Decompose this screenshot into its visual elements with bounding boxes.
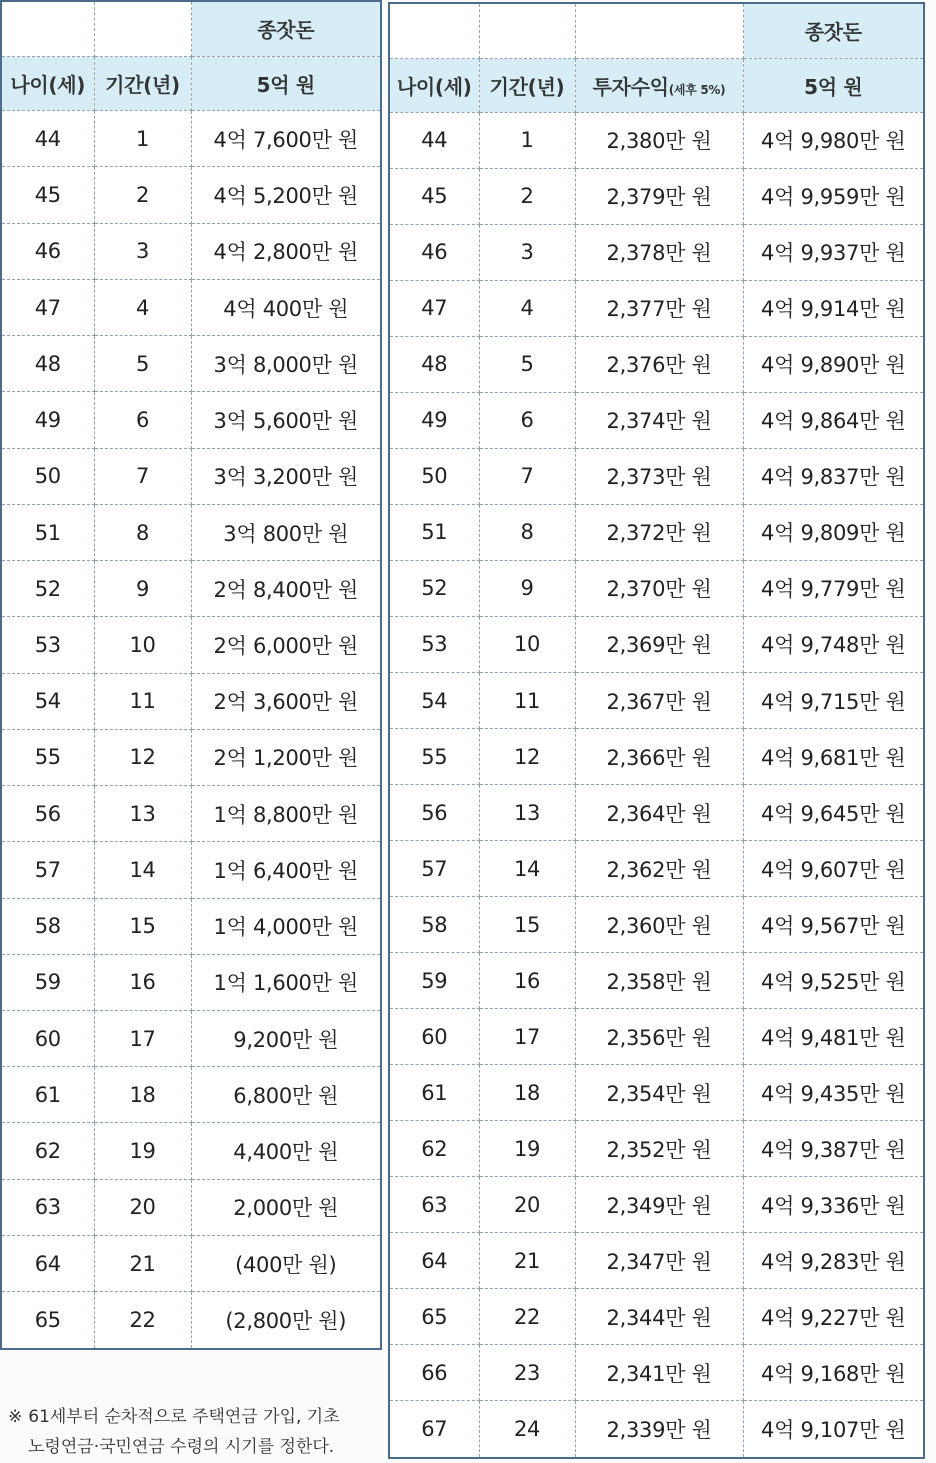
- period-cell: 21: [479, 1233, 575, 1289]
- amount-cell: 4억 9,980만 원: [743, 112, 924, 168]
- return-cell: 2,354만 원: [575, 1065, 743, 1121]
- amount-cell: 4억 9,837만 원: [743, 448, 924, 504]
- period-cell: 15: [479, 897, 575, 953]
- amount-cell: 3억 3,200만 원: [191, 448, 381, 504]
- table-row: [1, 1067, 381, 1123]
- amount-cell: 4억 9,748만 원: [743, 616, 924, 672]
- period-cell: 20: [94, 1179, 191, 1235]
- period-cell: 20: [479, 1177, 575, 1233]
- amount-cell: 4억 9,645만 원: [743, 785, 924, 841]
- return-cell: 2,366만 원: [575, 729, 743, 785]
- period-cell: 4: [94, 279, 191, 335]
- age-cell: 58: [1, 898, 94, 954]
- period-cell: 19: [94, 1123, 191, 1179]
- amount-cell: 4억 9,607만 원: [743, 841, 924, 897]
- period-cell: 17: [479, 1009, 575, 1065]
- left-group-header-row: [1, 1, 381, 56]
- period-cell: 9: [94, 561, 191, 617]
- period-cell: 1: [94, 111, 191, 167]
- period-cell: 18: [94, 1067, 191, 1123]
- age-cell: 60: [389, 1009, 479, 1065]
- period-cell: 16: [479, 953, 575, 1009]
- period-cell: 3: [94, 223, 191, 279]
- amount-cell: 4억 5,200만 원: [191, 167, 381, 223]
- amount-cell: 4억 9,336만 원: [743, 1177, 924, 1233]
- table-row: [1, 111, 381, 167]
- amount-cell: 4억 9,809만 원: [743, 504, 924, 560]
- right-header-return-label: 투자수익: [592, 74, 669, 99]
- age-cell: 53: [389, 616, 479, 672]
- right-header-return-note: (세후 5%): [668, 82, 726, 97]
- age-cell: 56: [389, 785, 479, 841]
- amount-cell: 4억 9,227만 원: [743, 1289, 924, 1345]
- age-cell: 45: [389, 168, 479, 224]
- period-cell: 17: [94, 1011, 191, 1067]
- return-cell: 2,349만 원: [575, 1177, 743, 1233]
- right-empty-cell: [389, 3, 479, 58]
- right-header-return: [575, 58, 743, 112]
- period-cell: 23: [479, 1345, 575, 1401]
- period-cell: 6: [479, 392, 575, 448]
- period-cell: 18: [479, 1065, 575, 1121]
- amount-cell: 9,200만 원: [191, 1011, 381, 1067]
- right-empty-cell: [575, 3, 743, 58]
- period-cell: 4: [479, 280, 575, 336]
- amount-cell: 4억 9,681만 원: [743, 729, 924, 785]
- amount-cell: 4억 9,387만 원: [743, 1121, 924, 1177]
- period-cell: 8: [94, 504, 191, 560]
- footnote-mark: ※: [8, 1407, 23, 1427]
- table-row: [389, 1177, 924, 1233]
- amount-cell: 1억 4,000만 원: [191, 898, 381, 954]
- table-row: [1, 954, 381, 1010]
- period-cell: 11: [94, 673, 191, 729]
- table-row: [389, 560, 924, 616]
- left-column-header-row: [1, 56, 381, 110]
- age-cell: 49: [1, 392, 94, 448]
- age-cell: 51: [1, 504, 94, 560]
- age-cell: 65: [389, 1289, 479, 1345]
- period-cell: 15: [94, 898, 191, 954]
- table-row: [389, 1233, 924, 1289]
- table-row: [1, 898, 381, 954]
- left-header-age: 나이(세): [1, 56, 94, 110]
- amount-cell: 2억 1,200만 원: [191, 729, 381, 785]
- period-cell: 12: [479, 729, 575, 785]
- amount-cell: 4억 9,525만 원: [743, 953, 924, 1009]
- table-row: [389, 1345, 924, 1401]
- return-cell: 2,358만 원: [575, 953, 743, 1009]
- amount-cell: (400만 원): [191, 1235, 381, 1291]
- table-row: [1, 617, 381, 673]
- footnote-line1: 61세부터 순차적으로 주택연금 가입, 기초: [28, 1407, 340, 1427]
- table-row: [1, 1123, 381, 1179]
- period-cell: 24: [479, 1401, 575, 1458]
- footnote: [8, 1402, 378, 1462]
- right-header-period: 기간(년): [479, 58, 575, 112]
- table-row: [389, 1289, 924, 1345]
- left-group-header: 종잣돈: [191, 1, 381, 56]
- period-cell: 7: [94, 448, 191, 504]
- amount-cell: 3억 8,000만 원: [191, 336, 381, 392]
- age-cell: 55: [389, 729, 479, 785]
- table-row: [389, 336, 924, 392]
- table-row: [389, 1121, 924, 1177]
- age-cell: 51: [389, 504, 479, 560]
- table-row: [389, 897, 924, 953]
- age-cell: 48: [389, 336, 479, 392]
- table-row: [1, 1011, 381, 1067]
- return-cell: 2,376만 원: [575, 336, 743, 392]
- amount-cell: 4억 9,567만 원: [743, 897, 924, 953]
- age-cell: 53: [1, 617, 94, 673]
- return-cell: 2,367만 원: [575, 673, 743, 729]
- table-row: [389, 1009, 924, 1065]
- return-cell: 2,344만 원: [575, 1289, 743, 1345]
- left-table-body: [1, 1, 381, 1349]
- table-row: [1, 1235, 381, 1291]
- table-row: [389, 616, 924, 672]
- left-header-period: 기간(년): [94, 56, 191, 110]
- age-cell: 50: [389, 448, 479, 504]
- table-row: [1, 223, 381, 279]
- amount-cell: 4억 9,914만 원: [743, 280, 924, 336]
- age-cell: 46: [389, 224, 479, 280]
- amount-cell: 4억 400만 원: [191, 279, 381, 335]
- period-cell: 19: [479, 1121, 575, 1177]
- period-cell: 22: [94, 1292, 191, 1349]
- age-cell: 54: [1, 673, 94, 729]
- amount-cell: 1억 8,800만 원: [191, 786, 381, 842]
- age-cell: 54: [389, 673, 479, 729]
- period-cell: 12: [94, 729, 191, 785]
- amount-cell: 1억 1,600만 원: [191, 954, 381, 1010]
- table-row: [1, 504, 381, 560]
- table-row: [389, 1065, 924, 1121]
- return-cell: 2,352만 원: [575, 1121, 743, 1177]
- amount-cell: 4억 9,890만 원: [743, 336, 924, 392]
- right-table-body: [389, 3, 924, 1458]
- return-cell: 2,339만 원: [575, 1401, 743, 1458]
- right-table: [388, 2, 925, 1459]
- amount-cell: 4억 9,481만 원: [743, 1009, 924, 1065]
- age-cell: 63: [389, 1177, 479, 1233]
- return-cell: 2,356만 원: [575, 1009, 743, 1065]
- age-cell: 61: [389, 1065, 479, 1121]
- amount-cell: 4억 9,959만 원: [743, 168, 924, 224]
- amount-cell: 2억 8,400만 원: [191, 561, 381, 617]
- left-empty-cell: [94, 1, 191, 56]
- period-cell: 14: [479, 841, 575, 897]
- amount-cell: 4억 9,937만 원: [743, 224, 924, 280]
- period-cell: 13: [479, 785, 575, 841]
- age-cell: 46: [1, 223, 94, 279]
- age-cell: 56: [1, 786, 94, 842]
- amount-cell: (2,800만 원): [225, 1309, 347, 1334]
- return-cell: 2,374만 원: [575, 392, 743, 448]
- age-cell: 50: [1, 448, 94, 504]
- amount-cell: 6,800만 원: [191, 1067, 381, 1123]
- return-cell: 2,347만 원: [575, 1233, 743, 1289]
- table-row: [1, 279, 381, 335]
- amount-cell: 2,000만 원: [191, 1179, 381, 1235]
- period-cell: 11: [479, 673, 575, 729]
- period-cell: 16: [94, 954, 191, 1010]
- return-cell: 2,364만 원: [575, 785, 743, 841]
- amount-cell: 4,400만 원: [191, 1123, 381, 1179]
- return-cell: 2,377만 원: [575, 280, 743, 336]
- age-cell: 66: [389, 1345, 479, 1401]
- right-empty-cell: [479, 3, 575, 58]
- table-row: [1, 673, 381, 729]
- table-row: [1, 167, 381, 223]
- age-cell: 49: [389, 392, 479, 448]
- age-cell: 47: [1, 279, 94, 335]
- right-header-amount: 5억 원: [743, 58, 924, 112]
- right-header-age: 나이(세): [389, 58, 479, 112]
- age-cell: 57: [389, 841, 479, 897]
- period-cell: 5: [479, 336, 575, 392]
- amount-cell: 3억 800만 원: [191, 504, 381, 560]
- left-table: [0, 0, 382, 1350]
- amount-cell: 4억 2,800만 원: [191, 223, 381, 279]
- return-cell: 2,373만 원: [575, 448, 743, 504]
- table-row: [389, 673, 924, 729]
- age-cell: 52: [389, 560, 479, 616]
- period-cell: 9: [479, 560, 575, 616]
- table-row: [389, 448, 924, 504]
- return-cell: 2,362만 원: [575, 841, 743, 897]
- amount-cell: 1억 6,400만 원: [191, 842, 381, 898]
- table-row: [389, 224, 924, 280]
- return-cell: 2,380만 원: [575, 112, 743, 168]
- return-cell: 2,369만 원: [575, 616, 743, 672]
- amount-cell: 2억 6,000만 원: [191, 617, 381, 673]
- table-row: [389, 1401, 924, 1458]
- return-cell: 2,360만 원: [575, 897, 743, 953]
- amount-cell: 4억 9,168만 원: [743, 1345, 924, 1401]
- amount-cell: 4억 9,779만 원: [743, 560, 924, 616]
- age-cell: 63: [1, 1179, 94, 1235]
- period-cell: 8: [479, 504, 575, 560]
- right-group-header-row: [389, 3, 924, 58]
- period-cell: 2: [94, 167, 191, 223]
- table-row: [389, 168, 924, 224]
- age-cell: 67: [389, 1401, 479, 1458]
- amount-cell: 4억 9,107만 원: [761, 1418, 906, 1443]
- table-row: [1, 561, 381, 617]
- amount-cell: 4억 9,283만 원: [743, 1233, 924, 1289]
- period-cell: 6: [94, 392, 191, 448]
- age-cell: 59: [389, 953, 479, 1009]
- table-row: [389, 392, 924, 448]
- amount-cell: 4억 7,600만 원: [191, 111, 381, 167]
- table-row: [1, 392, 381, 448]
- age-cell: 44: [1, 111, 94, 167]
- amount-cell: 3억 5,600만 원: [191, 392, 381, 448]
- period-cell: 5: [94, 336, 191, 392]
- age-cell: 52: [1, 561, 94, 617]
- period-cell: 22: [479, 1289, 575, 1345]
- age-cell: 55: [1, 729, 94, 785]
- age-cell: 59: [1, 954, 94, 1010]
- age-cell: 47: [389, 280, 479, 336]
- table-row: [389, 841, 924, 897]
- left-header-amount: 5억 원: [191, 56, 381, 110]
- return-cell: 2,370만 원: [575, 560, 743, 616]
- table-row: [389, 729, 924, 785]
- period-cell: 2: [479, 168, 575, 224]
- age-cell: 45: [1, 167, 94, 223]
- amount-cell: 4억 9,435만 원: [743, 1065, 924, 1121]
- period-cell: 21: [94, 1235, 191, 1291]
- age-cell: 62: [1, 1123, 94, 1179]
- table-row: [1, 448, 381, 504]
- period-cell: 7: [479, 448, 575, 504]
- table-row: [1, 1179, 381, 1235]
- age-cell: 44: [389, 112, 479, 168]
- return-cell: 2,379만 원: [575, 168, 743, 224]
- age-cell: 61: [1, 1067, 94, 1123]
- table-row: [389, 785, 924, 841]
- right-group-header: 종잣돈: [743, 3, 924, 58]
- age-cell: 58: [389, 897, 479, 953]
- table-row: [1, 729, 381, 785]
- return-cell: 2,378만 원: [575, 224, 743, 280]
- amount-cell: 2억 3,600만 원: [191, 673, 381, 729]
- table-row: [1, 842, 381, 898]
- left-empty-cell: [1, 1, 94, 56]
- table-row: [1, 786, 381, 842]
- period-cell: 1: [479, 112, 575, 168]
- period-cell: 10: [94, 617, 191, 673]
- table-row: [389, 280, 924, 336]
- amount-cell: 4억 9,864만 원: [743, 392, 924, 448]
- age-cell: 65: [1, 1292, 94, 1349]
- right-column-header-row: [389, 58, 924, 112]
- age-cell: 64: [389, 1233, 479, 1289]
- age-cell: 64: [1, 1235, 94, 1291]
- age-cell: 48: [1, 336, 94, 392]
- age-cell: 62: [389, 1121, 479, 1177]
- table-row: [1, 1292, 381, 1349]
- period-cell: 14: [94, 842, 191, 898]
- age-cell: 57: [1, 842, 94, 898]
- table-row: [389, 953, 924, 1009]
- return-cell: 2,372만 원: [575, 504, 743, 560]
- period-cell: 13: [94, 786, 191, 842]
- period-cell: 3: [479, 224, 575, 280]
- amount-cell: 4억 9,715만 원: [743, 673, 924, 729]
- age-cell: 60: [1, 1011, 94, 1067]
- table-row: [389, 112, 924, 168]
- period-cell: 10: [479, 616, 575, 672]
- table-row: [1, 336, 381, 392]
- return-cell: 2,341만 원: [575, 1345, 743, 1401]
- footnote-line2: 노령연금·국민연금 수령의 시기를 정한다.: [28, 1437, 335, 1457]
- table-row: [389, 504, 924, 560]
